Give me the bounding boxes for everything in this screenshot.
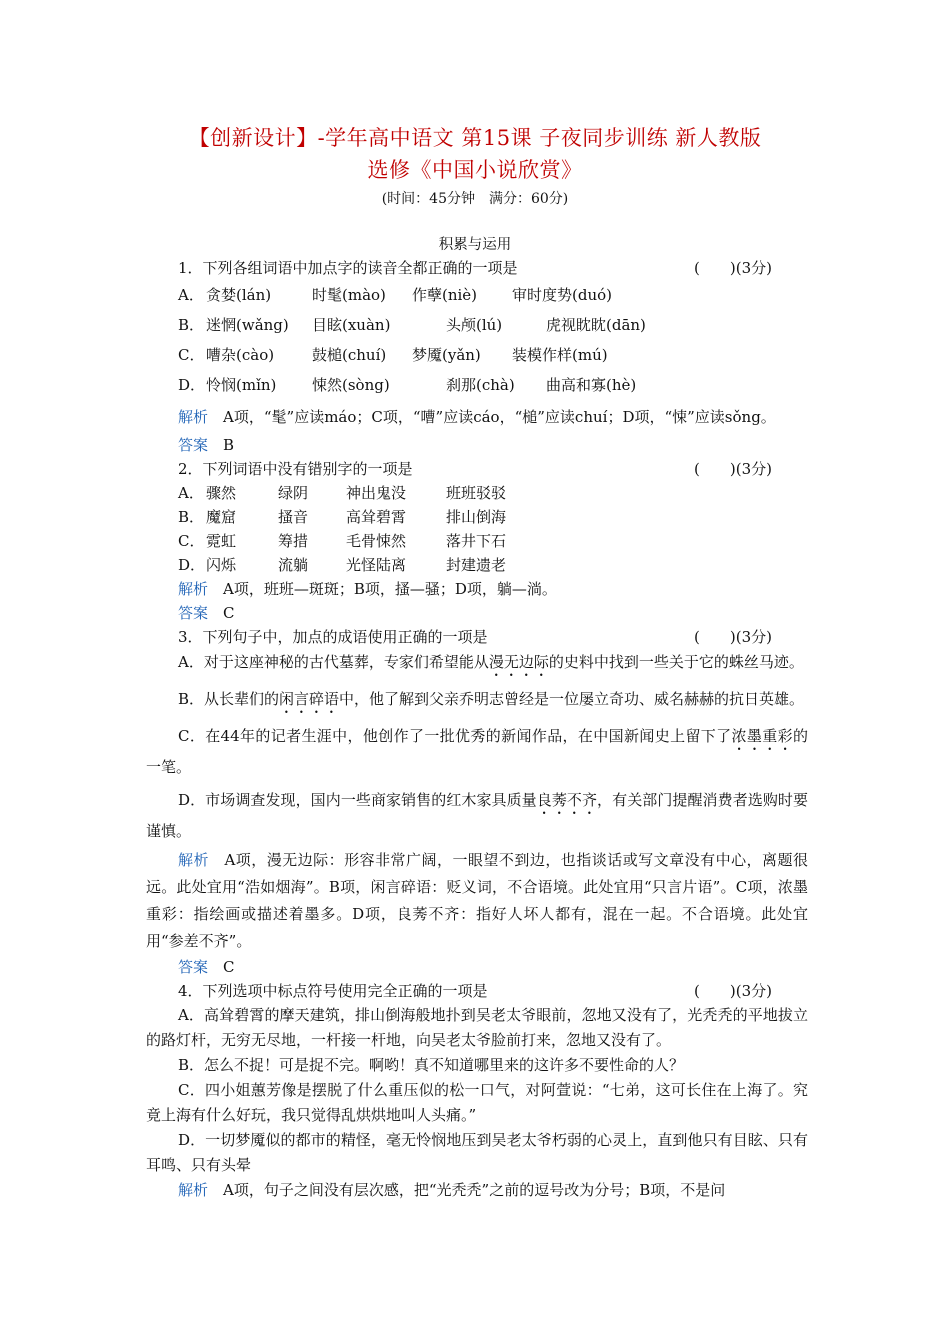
- q3-answer-paren: ( )(3分): [694, 628, 772, 646]
- q4-stem: 4．下列选项中标点符号使用完全正确的一项是: [178, 982, 488, 1000]
- q4-option-a: A．高耸碧霄的摩天建筑，排山倒海般地扑到吴老太爷眼前，忽地又没有了，光秃秃的平地拔立的路灯杆，无穷无尽地，一杆接一杆地，向吴老太爷脸前打来，忽地又没有了。: [146, 1006, 808, 1049]
- q2-answer-line: [146, 601, 808, 625]
- option-text: 的史料中找到一些关于它的蛛丝马迹。: [548, 653, 804, 671]
- q4-stem-line: [146, 979, 808, 1003]
- option-text: A．对于这座神秘的古代墓葬，专家们希望能从: [178, 653, 489, 671]
- q2-option-c: [146, 529, 808, 553]
- q2-stem-line: [146, 457, 808, 481]
- option-text: B．从长辈们的: [178, 690, 280, 708]
- option-label: B．: [178, 316, 205, 334]
- answer-label: 答案: [178, 958, 209, 976]
- q3-analysis: [146, 847, 808, 955]
- analysis-label: 解析: [178, 408, 209, 426]
- dotted-idiom: 漫无边际: [488, 653, 549, 671]
- content: [146, 256, 808, 1203]
- word: 魔窟: [206, 508, 237, 526]
- option-label: D．: [178, 376, 206, 394]
- q4-option-c: C．四小姐蕙芳像是摆脱了什么重压似的松一口气，对阿萱说：“七弟，这可长住在上海了。究竟上海有什么好玩，我只觉得乱烘烘地叫人头痛。”: [146, 1081, 808, 1124]
- word: 毛骨悚然: [346, 532, 407, 550]
- word: 作孽(niè): [412, 286, 478, 304]
- document-title-line2: 选修《中国小说欣赏》: [367, 158, 583, 182]
- word: 审时度势(duó): [512, 286, 612, 304]
- word: 怜悯(mǐn): [206, 376, 277, 394]
- word: 嘈杂(cào): [206, 346, 275, 364]
- option-label: A．: [178, 286, 204, 304]
- q2-answer: C: [223, 604, 235, 622]
- q4-option-b: B．怎么不捉！可是捉不完。啊哟！真不知道哪里来的这许多不要性命的人？: [178, 1056, 685, 1074]
- answer-label: 答案: [178, 436, 209, 454]
- word: 闪烁: [206, 556, 237, 574]
- q3-stem: 3．下列句子中，加点的成语使用正确的一项是: [178, 628, 488, 646]
- q2-analysis: [146, 577, 808, 601]
- word: 装模作样(mú): [512, 346, 608, 364]
- analysis-label: 解析: [178, 580, 209, 598]
- option-text: 的一笔。: [146, 727, 808, 776]
- q2-option-b: [146, 505, 808, 529]
- option-label: C．: [178, 346, 205, 364]
- word: 流躺: [278, 556, 309, 574]
- exam-meta: (时间：45分钟 满分：60分): [381, 191, 569, 207]
- option-text: ，有关部门提醒消费者选购时要谨慎。: [146, 791, 808, 840]
- q2-stem: 2．下列词语中没有错别字的一项是: [178, 460, 413, 478]
- option-label: A．: [178, 484, 204, 502]
- answer-label: 答案: [178, 604, 209, 622]
- word: 梦魇(yǎn): [412, 346, 481, 364]
- option-text: 中，他了解到父亲乔明志曾经是一位屡立奇功、威名赫赫的抗日英雄。: [339, 690, 805, 708]
- word: 鼓槌(chuí): [312, 346, 387, 364]
- q1-option-b: [146, 310, 808, 340]
- q4-analysis: [146, 1178, 808, 1203]
- word: 头颅(lú): [446, 316, 503, 334]
- q3-stem-line: [146, 625, 808, 649]
- word: 霓虹: [206, 532, 237, 550]
- q1-answer-paren: ( )(3分): [694, 259, 772, 277]
- word: 虎视眈眈(dān): [546, 316, 646, 334]
- word: 曲高和寡(hè): [546, 376, 637, 394]
- analysis-label: 解析: [178, 1181, 209, 1199]
- word: 绿阴: [278, 484, 309, 502]
- q1-analysis: [146, 404, 808, 431]
- word: 筹措: [278, 532, 309, 550]
- q3-answer-line: [146, 955, 808, 979]
- q1-option-c: [146, 340, 808, 370]
- option-text: C．在44年的记者生涯中，他创作了一批优秀的新闻作品，在中国新闻史上留下了: [178, 727, 732, 745]
- q2-option-a: [146, 481, 808, 505]
- word: 目眩(xuàn): [312, 316, 391, 334]
- word: 贪婪(lán): [206, 286, 272, 304]
- word: 刹那(chà): [446, 376, 515, 394]
- word: 搔音: [278, 508, 309, 526]
- q2-analysis-text: A项，班班—斑斑；B项，搔—骚；D项，躺—淌。: [223, 580, 557, 598]
- section-title: 积累与运用: [438, 237, 512, 253]
- q2-option-d: [146, 553, 808, 577]
- word: 光怪陆离: [346, 556, 407, 574]
- dotted-idiom: 闲言碎语: [279, 690, 340, 708]
- q3-analysis-text: A项，漫无边际：形容非常广阔，一眼望不到边，也指谈话或写文章没有中心，离题很远。此处宜用“浩如烟海”。B项，闲言碎语：贬义词，不合语境。此处宜用“只言片语”。C项，浓墨重彩：指绘画或描述着墨多。D项，良莠不齐：指好人坏人都有，混在一起。不合语境。此处宜用“参差不齐”。: [146, 851, 808, 950]
- q2-answer-paren: ( )(3分): [694, 460, 772, 478]
- option-label: C．: [178, 532, 205, 550]
- document-title-line1: 【创新设计】-学年高中语文 第15课 子夜同步训练 新人教版: [188, 126, 762, 150]
- q4-answer-paren: ( )(3分): [694, 982, 772, 1000]
- q4-analysis-text: A项，句子之间没有层次感，把“光秃秃”之前的逗号改为分号；B项，不是问: [223, 1181, 726, 1199]
- q1-stem-line: [146, 256, 808, 280]
- analysis-label: 解析: [178, 851, 209, 869]
- q1-analysis-text: A项，“髦”应读máo；C项，“嘈”应读cáo，“槌”应读chuí；D项，“悚”应读sǒng。: [223, 408, 776, 426]
- q1-answer: B: [223, 436, 235, 454]
- option-text: D．市场调查发现，国内一些商家销售的红木家具质量: [178, 791, 537, 809]
- word: 班班驳驳: [446, 484, 507, 502]
- word: 神出鬼没: [346, 484, 407, 502]
- q3-option-c: [146, 723, 808, 781]
- option-label: D．: [178, 556, 206, 574]
- word: 迷惘(wǎng): [206, 316, 289, 334]
- q3-option-a: [146, 649, 808, 680]
- word: 高耸碧霄: [346, 508, 407, 526]
- word: 落井下石: [446, 532, 507, 550]
- q3-answer: C: [223, 958, 235, 976]
- word: 时髦(mào): [312, 286, 386, 304]
- word: 悚然(sòng): [312, 376, 390, 394]
- word: 封建遗老: [446, 556, 507, 574]
- q1-option-a: [146, 280, 808, 310]
- q4-option-d: D．一切梦魇似的都市的精怪，毫无怜悯地压到吴老太爷朽弱的心灵上，直到他只有目眩、只有耳鸣、只有头晕: [146, 1131, 808, 1174]
- q1-stem: 1．下列各组词语中加点字的读音全都正确的一项是: [178, 259, 518, 277]
- dotted-idiom: 浓墨重彩: [731, 727, 793, 745]
- dotted-idiom: 良莠不齐: [536, 791, 598, 809]
- q1-answer-line: [146, 433, 808, 457]
- word: 骤然: [206, 484, 237, 502]
- q3-option-b: [146, 686, 808, 717]
- q1-option-d: [146, 370, 808, 400]
- word: 排山倒海: [446, 508, 507, 526]
- option-label: B．: [178, 508, 205, 526]
- q3-option-d: [146, 787, 808, 845]
